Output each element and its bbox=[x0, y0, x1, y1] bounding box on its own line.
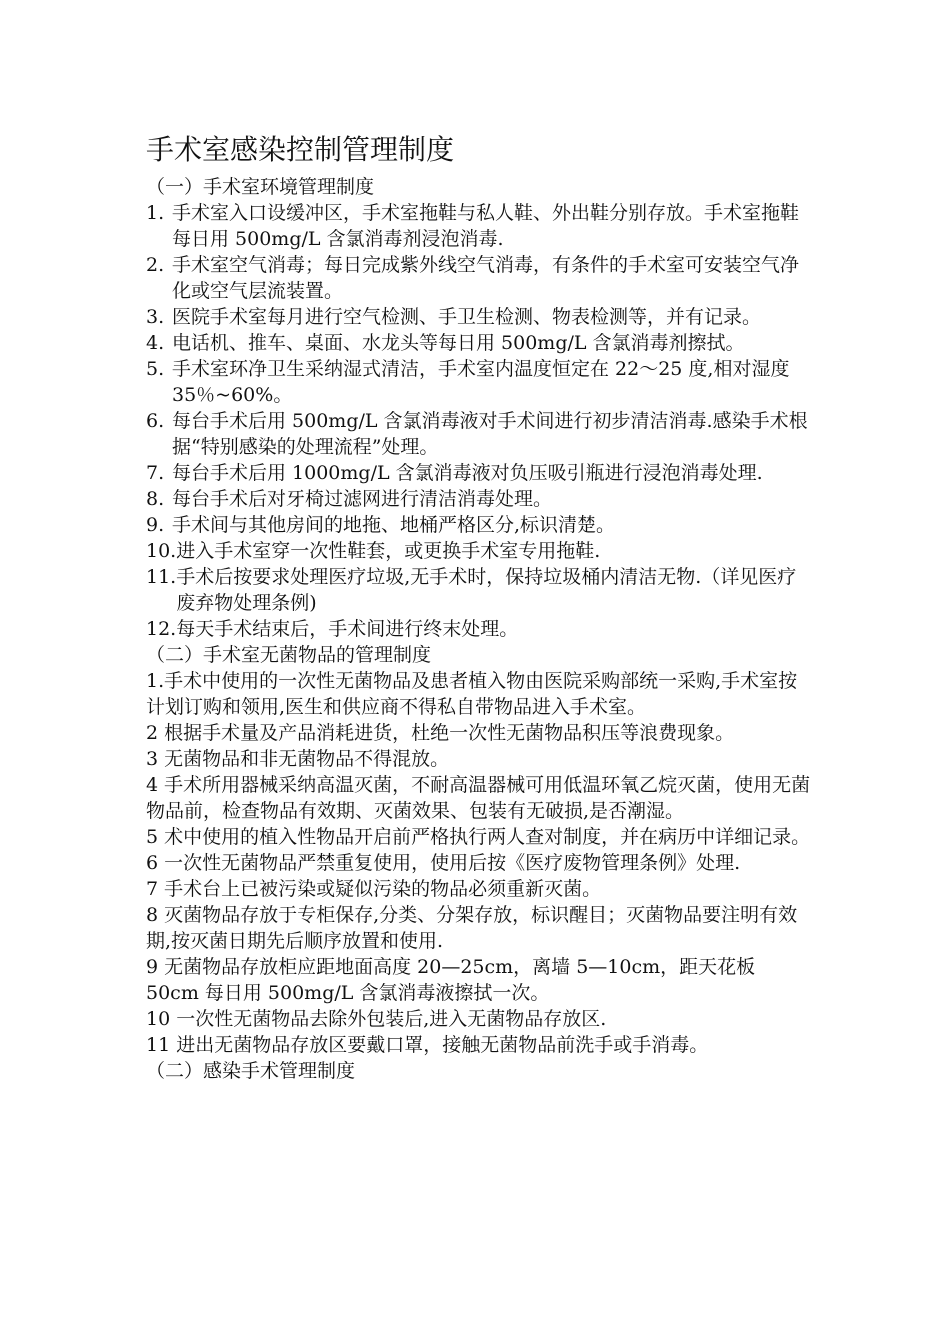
list-item-number: 4. bbox=[146, 332, 165, 354]
list-item bbox=[146, 512, 812, 538]
list-item-number: 2. bbox=[146, 254, 165, 276]
rule-paragraph: 2 根据手术量及产品消耗进货，杜绝一次性无菌物品积压等浪费现象。 bbox=[146, 722, 735, 744]
list-item bbox=[146, 408, 812, 460]
list-item-number: 8. bbox=[146, 488, 165, 510]
rule-paragraph: 4 手术所用器械采纳高温灭菌，不耐高温器械可用低温环氧乙烷灭菌，使用无菌物品前，检查物品有效期、灭菌效果、包装有无破损,是否潮湿。 bbox=[146, 774, 811, 822]
list-item-number: 10. bbox=[146, 540, 177, 562]
list-item bbox=[146, 486, 812, 512]
list-item bbox=[146, 200, 812, 252]
list-item-text: 手术室环净卫生采纳湿式清洁，手术室内温度恒定在 22～25 度,相对湿度 35％~60%。 bbox=[172, 358, 790, 406]
list-item-number: 1. bbox=[146, 202, 165, 224]
list-item-text: 电话机、推车、桌面、水龙头等每日用 500mg/L 含氯消毒剂擦拭。 bbox=[172, 332, 745, 354]
document-title: 手术室感染控制管理制度 bbox=[146, 133, 455, 166]
list-item bbox=[146, 304, 812, 330]
rule-paragraph: 11 进出无菌物品存放区要戴口罩，接触无菌物品前洗手或手消毒。 bbox=[146, 1034, 709, 1056]
list-item-text: 每台手术后对牙椅过滤网进行清洁消毒处理。 bbox=[172, 488, 553, 510]
list-item bbox=[146, 356, 812, 408]
rule-paragraph: 3 无菌物品和非无菌物品不得混放。 bbox=[146, 748, 450, 770]
list-item bbox=[146, 616, 812, 642]
list-item-text: 手术室入口设缓冲区，手术室拖鞋与私人鞋、外出鞋分别存放。手术室拖鞋每日用 500mg/L 含氯消毒剂浸泡消毒. bbox=[172, 202, 800, 250]
rule-paragraph: 10 一次性无菌物品去除外包装后,进入无菌物品存放区. bbox=[146, 1008, 607, 1030]
section-heading-environment: （一）手术室环境管理制度 bbox=[146, 176, 375, 198]
section-heading-sterile-items: （二）手术室无菌物品的管理制度 bbox=[146, 644, 432, 666]
list-item-text: 每台手术后用 1000mg/L 含氯消毒液对负压吸引瓶进行浸泡消毒处理. bbox=[172, 462, 763, 484]
list-item-text: 每台手术后用 500mg/L 含氯消毒液对手术间进行初步清洁消毒.感染手术根据“特别感染的处理流程”处理。 bbox=[172, 410, 808, 458]
environment-rules-list bbox=[146, 200, 812, 642]
list-item-number: 12. bbox=[146, 618, 177, 640]
list-item-number: 7. bbox=[146, 462, 165, 484]
rule-paragraph: 7 手术台上已被污染或疑似污染的物品必须重新灭菌。 bbox=[146, 878, 602, 900]
list-item bbox=[146, 564, 812, 616]
list-item-text: 手术室空气消毒；每日完成紫外线空气消毒，有条件的手术室可安装空气净化或空气层流装置。 bbox=[172, 254, 800, 302]
list-item-text: 手术后按要求处理医疗垃圾,无手术时，保持垃圾桶内清洁无物.（详见医疗废弃物处理条例) bbox=[176, 566, 797, 614]
rule-paragraph: 6 一次性无菌物品严禁重复使用，使用后按《医疗废物管理条例》处理. bbox=[146, 852, 741, 874]
list-item-number: 3. bbox=[146, 306, 165, 328]
list-item-number: 11. bbox=[146, 566, 177, 588]
list-item-number: 9. bbox=[146, 514, 165, 536]
list-item bbox=[146, 330, 812, 356]
list-item-text: 手术间与其他房间的地拖、地桶严格区分,标识清楚。 bbox=[172, 514, 616, 536]
section-heading-infection-surgery: （二）感染手术管理制度 bbox=[146, 1060, 356, 1082]
list-item bbox=[146, 252, 812, 304]
list-item-text: 医院手术室每月进行空气检测、手卫生检测、物表检测等，并有记录。 bbox=[172, 306, 762, 328]
rule-paragraph: 8 灭菌物品存放于专柜保存,分类、分架存放，标识醒目；灭菌物品要注明有效期,按灭菌日期先后顺序放置和使用. bbox=[146, 904, 798, 952]
rule-paragraph: 1.手术中使用的一次性无菌物品及患者植入物由医院采购部统一采购,手术室按计划订购和领用,医生和供应商不得私自带物品进入手术室。 bbox=[146, 670, 798, 718]
list-item bbox=[146, 460, 812, 486]
rule-paragraph: 9 无菌物品存放柜应距地面高度 20—25cm，离墙 5—10cm，距天花板 50cm 每日用 500mg/L 含氯消毒液擦拭一次。 bbox=[146, 956, 756, 1004]
rule-paragraph: 5 术中使用的植入性物品开启前严格执行两人查对制度，并在病历中详细记录。 bbox=[146, 826, 811, 848]
list-item-number: 6. bbox=[146, 410, 165, 432]
list-item-text: 进入手术室穿一次性鞋套，或更换手术室专用拖鞋. bbox=[176, 540, 601, 562]
list-item-number: 5. bbox=[146, 358, 165, 380]
document-body bbox=[146, 174, 812, 1084]
list-item bbox=[146, 538, 812, 564]
list-item-text: 每天手术结束后，手术间进行终末处理。 bbox=[176, 618, 519, 640]
sterile-items-rules bbox=[146, 668, 812, 1058]
